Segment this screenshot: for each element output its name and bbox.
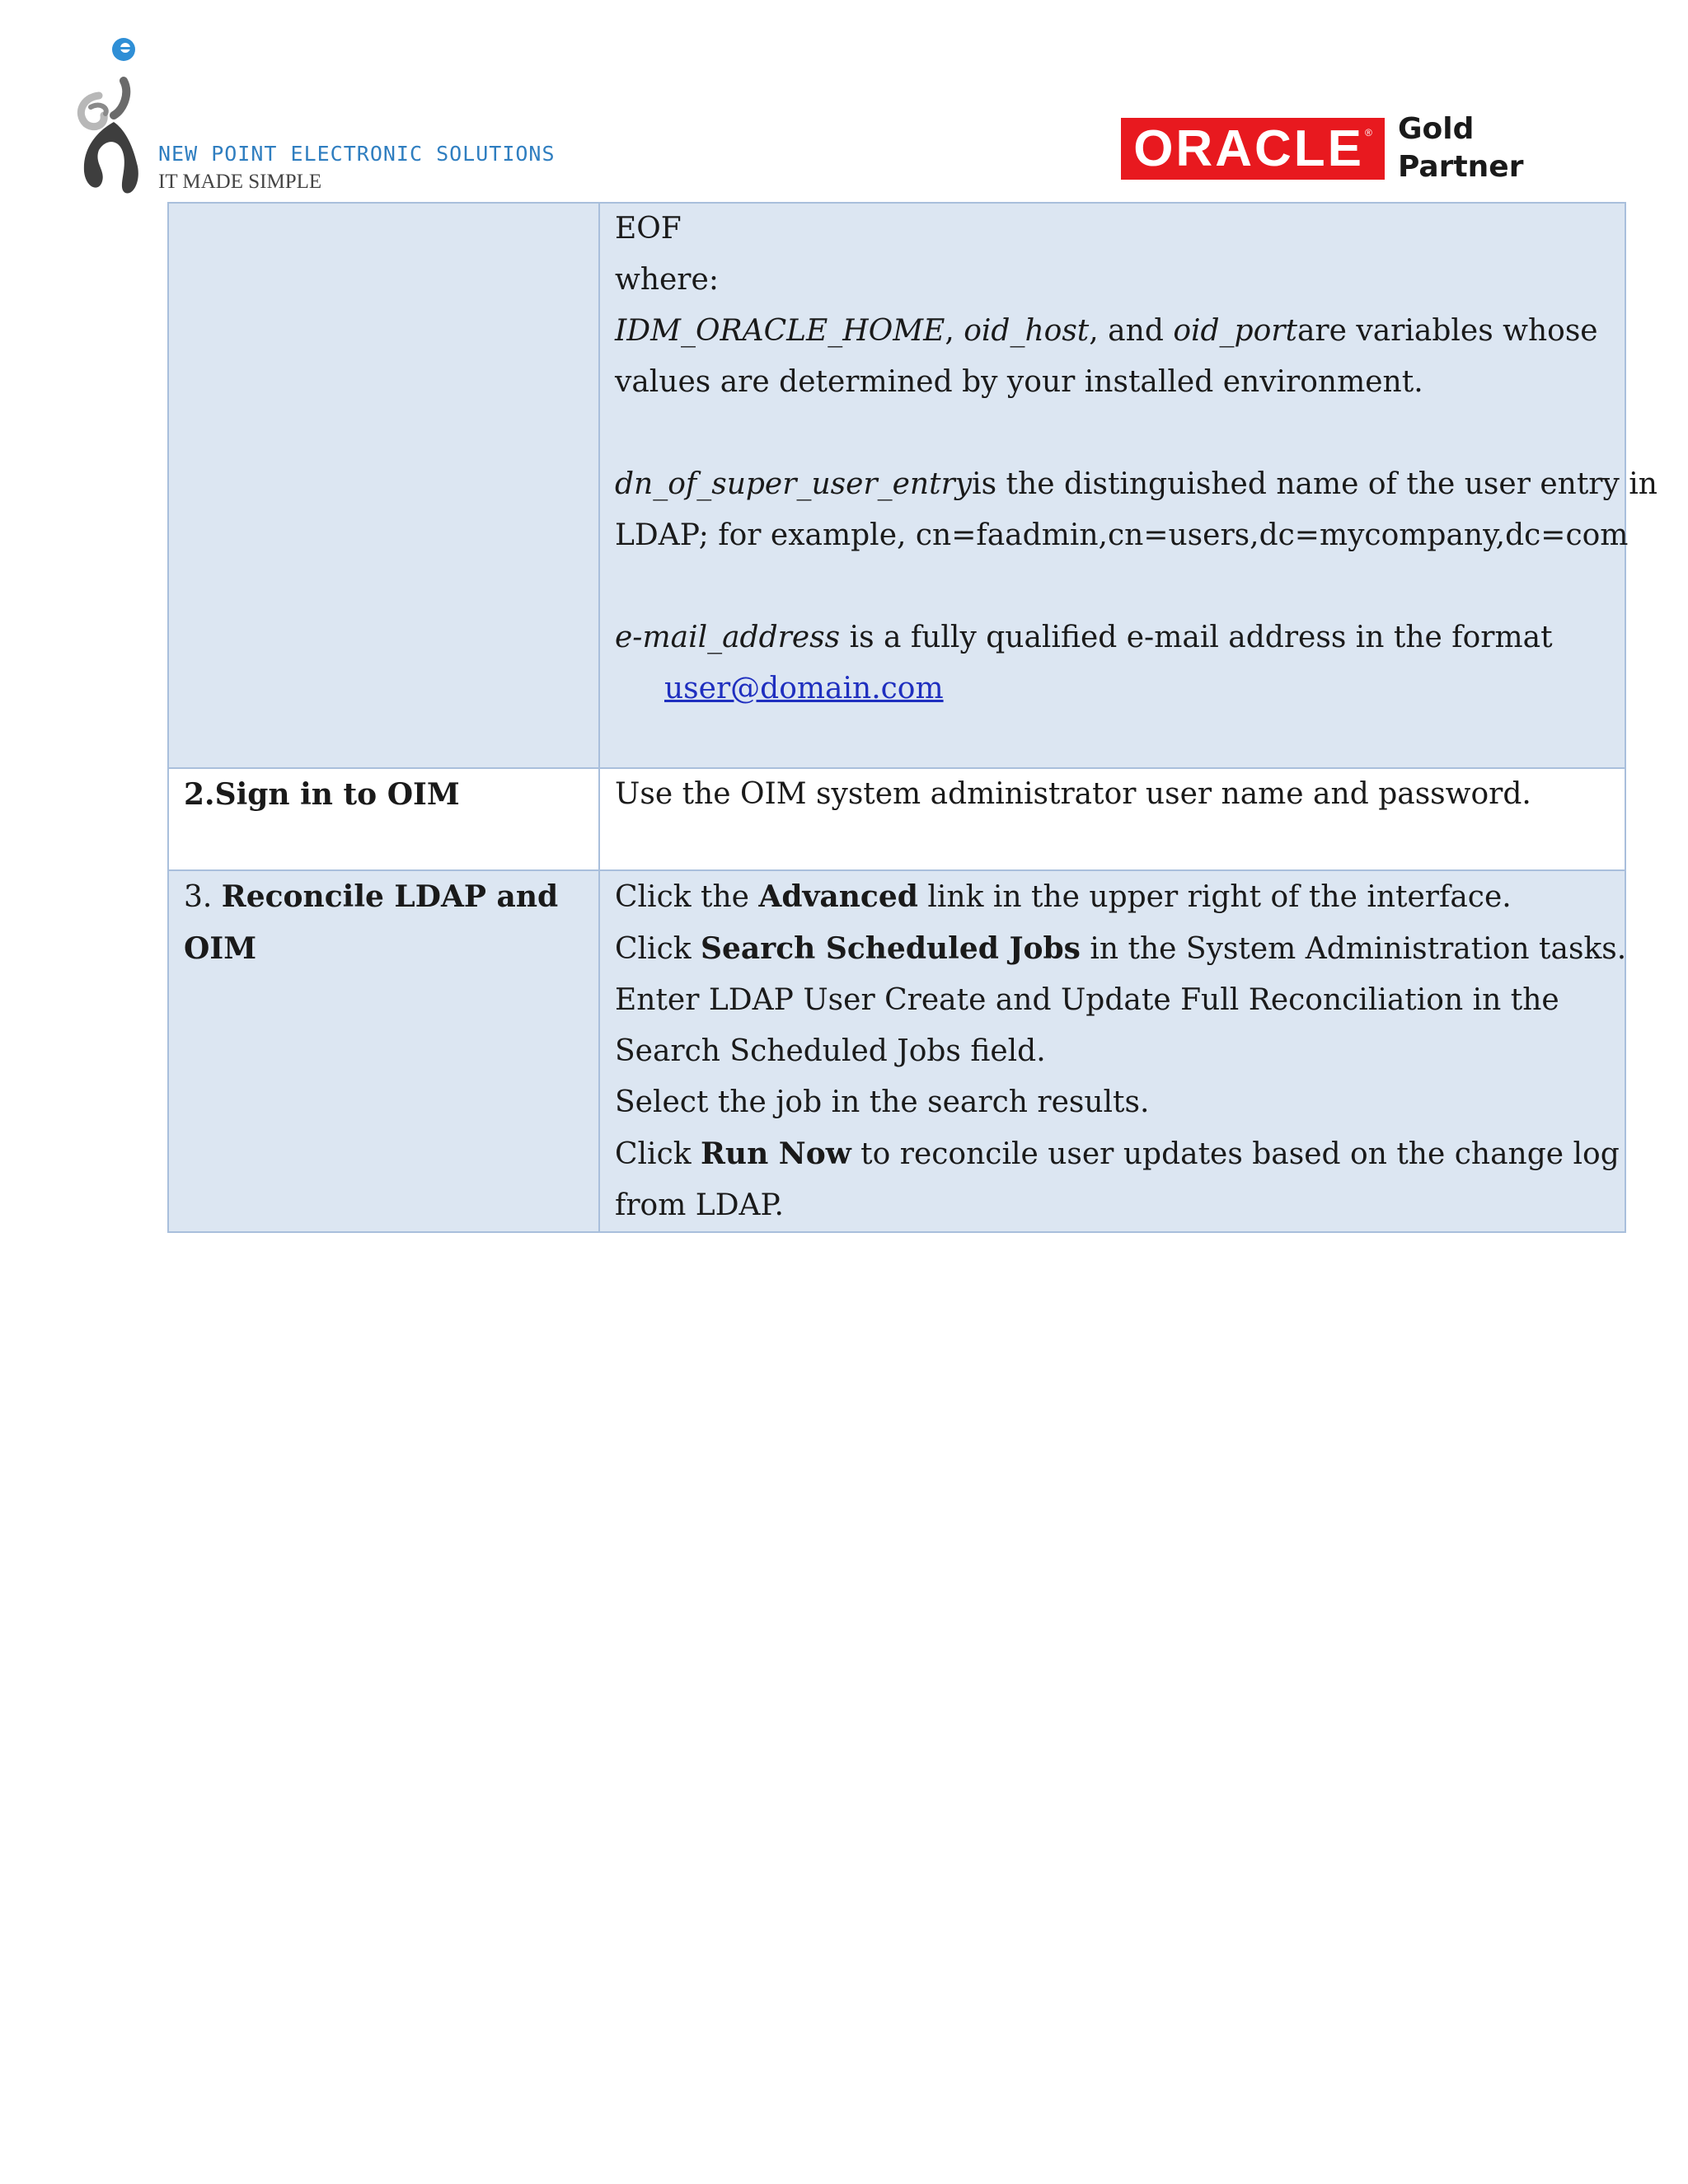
variables-line: IDM_ORACLE_HOME, oid_host, and oid_portare variables whose xyxy=(615,314,1598,348)
instruction-line: Select the job in the search results. xyxy=(615,1085,1150,1119)
email-example-line xyxy=(615,663,1610,715)
description-cell: Use the OIM system administrator user name and password. xyxy=(599,768,1625,870)
step-number: 3. xyxy=(184,880,222,914)
step-title: 2.Sign in to OIM xyxy=(184,777,460,812)
variables-line-2: values are determined by your installed environment. xyxy=(615,365,1423,399)
run-now-term: Run Now xyxy=(701,1137,851,1171)
instruction-line: Click Run Now to reconcile user updates based on the change log xyxy=(615,1137,1620,1171)
partner-line-gold: Gold xyxy=(1398,112,1475,146)
var-idm-oracle-home: IDM_ORACLE_HOME xyxy=(615,314,945,348)
spacer xyxy=(615,561,1610,612)
table-row xyxy=(168,870,1625,1232)
var-dn-super-user: dn_of_super_user_entry xyxy=(615,467,973,501)
step-title-line-2: OIM xyxy=(184,931,257,966)
step-cell xyxy=(168,768,599,870)
search-scheduled-jobs-term: Search Scheduled Jobs xyxy=(701,931,1081,966)
table-row xyxy=(168,768,1625,870)
step-cell xyxy=(168,203,599,768)
advanced-term: Advanced xyxy=(758,879,918,914)
spacer xyxy=(615,408,1610,459)
var-oid-host: oid_host xyxy=(964,314,1090,348)
partner-line-partner: Partner xyxy=(1398,150,1524,184)
registered-mark: ® xyxy=(1364,126,1372,138)
eof-text: EOF xyxy=(615,212,682,246)
company-logo-icon xyxy=(66,31,157,196)
description-cell xyxy=(599,203,1658,768)
dn-line-2: LDAP; for example, cn=faadmin,cn=users,dc=mycompany,dc=com xyxy=(615,518,1629,552)
step-cell xyxy=(168,870,599,1232)
where-text: where: xyxy=(615,263,719,297)
step-title: Reconcile LDAP and xyxy=(221,879,559,914)
var-oid-port: oid_port xyxy=(1173,314,1297,348)
email-example-link[interactable]: user@domain.com xyxy=(664,672,944,705)
instruction-line: from LDAP. xyxy=(615,1188,784,1222)
table-row xyxy=(168,203,1625,768)
description-cell xyxy=(599,870,1625,1232)
instruction-line: Enter LDAP User Create and Update Full Reconciliation in the xyxy=(615,983,1559,1017)
company-name: NEW POINT ELECTRONIC SOLUTIONS xyxy=(158,142,556,166)
oracle-logo-text: ORACLE xyxy=(1133,120,1364,177)
instruction-line: Click Search Scheduled Jobs in the System Administration tasks. xyxy=(615,931,1627,966)
company-tagline: IT MADE SIMPLE xyxy=(158,171,322,193)
gold-partner-label xyxy=(1398,110,1523,186)
steps-table xyxy=(167,202,1658,1233)
oracle-logo xyxy=(1121,118,1385,180)
instruction-line: Search Scheduled Jobs field. xyxy=(615,1034,1046,1068)
var-email-address: e-mail_address xyxy=(615,621,841,654)
page-header xyxy=(0,0,1688,202)
dn-line: dn_of_super_user_entryis the distinguished name of the user entry in xyxy=(615,467,1658,501)
instruction-line: Click the Advanced link in the upper right of the interface. xyxy=(615,879,1512,914)
email-line: e-mail_address is a fully qualified e-mail address in the format xyxy=(615,621,1553,654)
